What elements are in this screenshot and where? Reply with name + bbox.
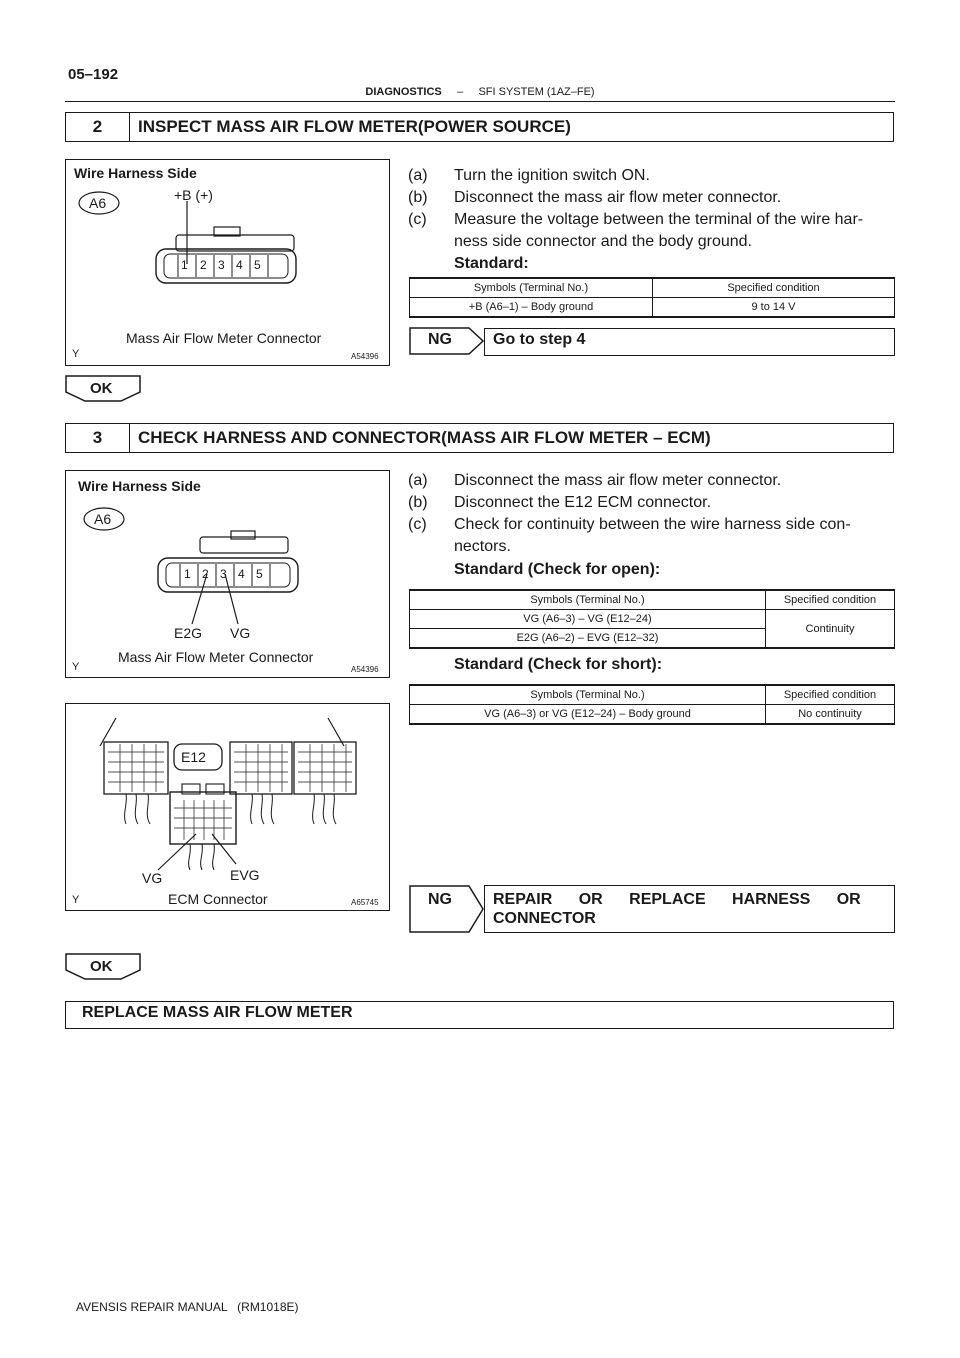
- table-header: Symbols (Terminal No.): [410, 278, 653, 298]
- instruction-text: ness side connector and the body ground.: [454, 233, 752, 250]
- instruction-label: (b): [408, 494, 428, 511]
- step-3-instructions: [408, 470, 898, 582]
- figure-code: A65745: [351, 898, 379, 907]
- step-2-instructions: [408, 165, 898, 275]
- instruction-text: Disconnect the mass air flow meter connector.: [454, 189, 782, 206]
- table-row: [410, 298, 895, 318]
- figure-code: A54396: [351, 665, 379, 674]
- step-2-number: 2: [66, 113, 130, 141]
- step-3-figure-1: [65, 470, 390, 678]
- step-3-figure-2: [65, 703, 390, 911]
- table-header: Specified condition: [766, 685, 895, 705]
- step-3-title: CHECK HARNESS AND CONNECTOR(MASS AIR FLOW METER – ECM): [138, 428, 711, 447]
- table-cell: 9 to 14 V: [653, 298, 895, 318]
- header-rule: [65, 101, 895, 102]
- ng-action-line-2: CONNECTOR: [493, 910, 596, 927]
- label-evg: EVG: [230, 867, 260, 883]
- pin-4: 4: [238, 567, 245, 581]
- table-header: Symbols (Terminal No.): [410, 685, 766, 705]
- footer-manual: AVENSIS REPAIR MANUAL (RM1018E): [76, 1300, 299, 1314]
- ok-label: OK: [90, 380, 113, 397]
- open-check-table: [409, 589, 895, 649]
- connector-diagram: [66, 471, 388, 676]
- pin-4: 4: [236, 258, 243, 272]
- table-header-row: [410, 685, 895, 705]
- instruction-text: Disconnect the mass air flow meter connector.: [454, 472, 782, 489]
- instruction-label: (c): [408, 516, 427, 533]
- figure-mark: Y: [72, 348, 80, 360]
- standard-open-label: Standard (Check for open):: [454, 561, 661, 578]
- table-cell: E2G (A6–2) – EVG (E12–32): [410, 629, 766, 649]
- instruction-text: Disconnect the E12 ECM connector.: [454, 494, 712, 511]
- instruction-text: Measure the voltage between the terminal of the wire har-: [454, 211, 864, 228]
- table-header: Specified condition: [766, 590, 895, 610]
- table-header-row: [410, 278, 895, 298]
- figure-mark: Y: [72, 661, 80, 673]
- pin-2: 2: [202, 567, 209, 581]
- ng-label: NG: [428, 331, 452, 348]
- instruction-label: (a): [408, 167, 428, 184]
- step-2-figure: [65, 159, 390, 366]
- figure-title: Wire Harness Side: [74, 165, 197, 181]
- page-number: 05–192: [68, 66, 119, 83]
- step-3-number: 3: [66, 424, 130, 452]
- header-subsection: SFI SYSTEM (1AZ–FE): [478, 86, 595, 98]
- header-section: DIAGNOSTICS: [365, 86, 442, 98]
- label-vg: VG: [230, 625, 251, 641]
- short-check-table: [409, 684, 895, 725]
- figure-caption: ECM Connector: [168, 891, 268, 907]
- connector-tag-a6: A6: [94, 511, 112, 527]
- instruction-text: nectors.: [454, 538, 511, 555]
- table-row: [410, 610, 895, 629]
- pin-5: 5: [256, 567, 263, 581]
- table-cell: +B (A6–1) – Body ground: [410, 298, 653, 318]
- instruction-text: Check for continuity between the wire harness side con-: [454, 516, 851, 533]
- ng-action: [484, 885, 895, 933]
- step-2-bar: [65, 112, 894, 142]
- table-row: [410, 705, 895, 725]
- table-header-row: [410, 590, 895, 610]
- table-cell: No continuity: [766, 705, 895, 725]
- connector-tag-a6: A6: [89, 195, 107, 211]
- page-header: [0, 86, 960, 98]
- step-2-spec-table: [409, 277, 895, 318]
- pin-3: 3: [218, 258, 225, 272]
- final-action: REPLACE MASS AIR FLOW METER: [65, 1001, 894, 1029]
- step-3-bar: [65, 423, 894, 453]
- label-vg: VG: [142, 870, 163, 886]
- pin-5: 5: [254, 258, 261, 272]
- figure-code: A54396: [351, 352, 379, 361]
- ng-label: NG: [428, 891, 452, 908]
- ok-label: OK: [90, 958, 113, 975]
- table-cell: VG (A6–3) or VG (E12–24) – Body ground: [410, 705, 766, 725]
- figure-title: Wire Harness Side: [78, 478, 201, 494]
- standard-label: Standard:: [454, 255, 529, 272]
- pin-3: 3: [220, 567, 227, 581]
- pin-2: 2: [200, 258, 207, 272]
- figure-mark: Y: [72, 894, 80, 906]
- table-cell: Continuity: [766, 610, 895, 649]
- instruction-label: (b): [408, 189, 428, 206]
- ng-action-word: REPAIR OR REPLACE HARNESS OR: [493, 891, 861, 908]
- instruction-label: (c): [408, 211, 427, 228]
- terminal-label: +B (+): [174, 187, 213, 203]
- header-dash: –: [457, 86, 464, 98]
- table-cell: VG (A6–3) – VG (E12–24): [410, 610, 766, 629]
- instruction-text: Turn the ignition switch ON.: [454, 167, 650, 184]
- table-header: Symbols (Terminal No.): [410, 590, 766, 610]
- pin-1: 1: [181, 258, 188, 272]
- connector-tag-e12: E12: [181, 749, 206, 765]
- instruction-label: (a): [408, 472, 428, 489]
- ng-action: Go to step 4: [484, 328, 895, 356]
- label-e2g: E2G: [174, 625, 203, 641]
- figure-caption: Mass Air Flow Meter Connector: [118, 649, 314, 665]
- pin-1: 1: [184, 567, 191, 581]
- ng-action-line-1: [493, 890, 885, 909]
- standard-short-label: Standard (Check for short):: [454, 656, 663, 673]
- ecm-connector-diagram: [66, 704, 388, 909]
- figure-caption: Mass Air Flow Meter Connector: [126, 330, 322, 346]
- table-header: Specified condition: [653, 278, 895, 298]
- step-2-title: INSPECT MASS AIR FLOW METER(POWER SOURCE): [138, 117, 571, 136]
